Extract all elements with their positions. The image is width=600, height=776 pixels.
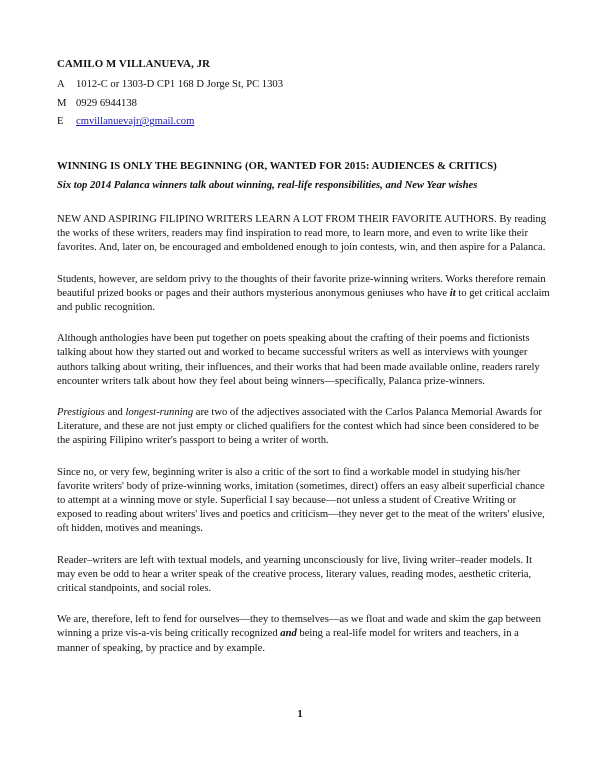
contact-email-link[interactable]: cmvillanuevajr@gmail.com [76,116,195,128]
paragraph-4-text-b: and [104,407,126,419]
paragraph-5 [57,466,551,537]
paragraph-3-text: Although anthologies have been put together on poets speaking about the crafting of their poems and fictionists talking about how they started out and worked to became successful writers as well as interviews with younger authors talking about writing, their influences, and their works that had been made available online, readers rarely encounter writers talk about how they feel about being winners—specifically, Palanca prize-winners. [57,333,540,387]
contact-address-row [57,76,551,95]
author-name: CAMILO M VILLANUEVA, JR [57,58,211,70]
paragraph-7-text-a: We are, therefore, left to fend for ourselves—they to themselves—as we float and wade and skim the gap between winning a prize vis-a-vis being critically recognized [57,614,541,640]
paragraph-4-italic-a: Prestigious [57,407,105,419]
contact-mobile-label: M [57,97,67,109]
paragraph-1-text: NEW AND ASPIRING FILIPINO WRITERS LEARN A LOT FROM THEIR FAVORITE AUTHORS. By reading the works of these writers, readers may find inspiration to read more, to learn more, and even to write like their favorites. And, later on, be encouraged and emboldened enough to join contests, win, and then aspire for a Palanca. [57,213,547,254]
paragraph-1 [57,213,551,256]
article-headline: WINNING IS ONLY THE BEGINNING (OR, WANTED FOR 2015: AUDIENCES & CRITICS) [57,160,497,172]
paragraph-4-italic-c: longest-running [125,407,194,419]
contact-mobile-value: 0929 6944138 [76,97,137,109]
document-page [57,57,551,656]
article-subheadline: Six top 2014 Palanca winners talk about winning, real-life responsibilities, and New Year wishes [57,179,478,191]
paragraph-2-text-c: to get critical acclaim and public recognition. [57,287,550,313]
contact-email-label: E [57,116,64,128]
paragraph-4 [57,406,551,449]
paragraph-2-emphasis: it [449,287,456,299]
paragraph-7-emphasis: and [280,628,297,640]
contact-address-label: A [57,79,65,91]
contact-email-row [57,113,551,132]
paragraph-7 [57,613,551,656]
paragraph-2 [57,273,551,316]
paragraph-5-text: Since no, or very few, beginning writer is also a critic of the sort to find a workable model in studying his/her favorite writers' body of prize-winning works, imitation (sometimes, direct) offers an easy albeit superficial chance to attempt at a winning move or style. Superficial I say because—not unless a student of Creative Writing or exposed to reading about writers' lives and poetics and criticism—they never get to the meat of the writers' elusive, oft hidden, motives and meanings. [57,466,545,535]
contact-mobile-row [57,95,551,114]
paragraph-6 [57,554,551,597]
page-number: 1 [297,709,303,720]
paragraph-7-text-c: being a real-life model for writers and teachers, in a manner of speaking, by practice and by example. [57,628,519,654]
paragraph-3 [57,332,551,389]
paragraph-2-text-a: Students, however, are seldom privy to the thoughts of their favorite prize-winning writers. Works therefore remain beautiful prized books or pages and their authors mysterious anonymous geniuses who have [57,273,546,299]
author-block [57,57,551,132]
paragraph-6-text: Reader–writers are left with textual models, and yearning unconsciously for live, living writer–reader models. It may even be odd to hear a writer speak of the creative process, literary values, reading modes, aesthetic criteria, critical standpoints, and social roles. [57,554,533,595]
contact-address-value: 1012-C or 1303-D CP1 168 D Jorge St, PC 1303 [76,79,283,91]
paragraph-4-text-d: are two of the adjectives associated with the Carlos Palanca Memorial Awards for Literature, and these are not just empty or cliched qualifiers for the contest which had since been considered to be the aspiring Filipino writer's passport to being a writer of worth. [57,407,542,447]
